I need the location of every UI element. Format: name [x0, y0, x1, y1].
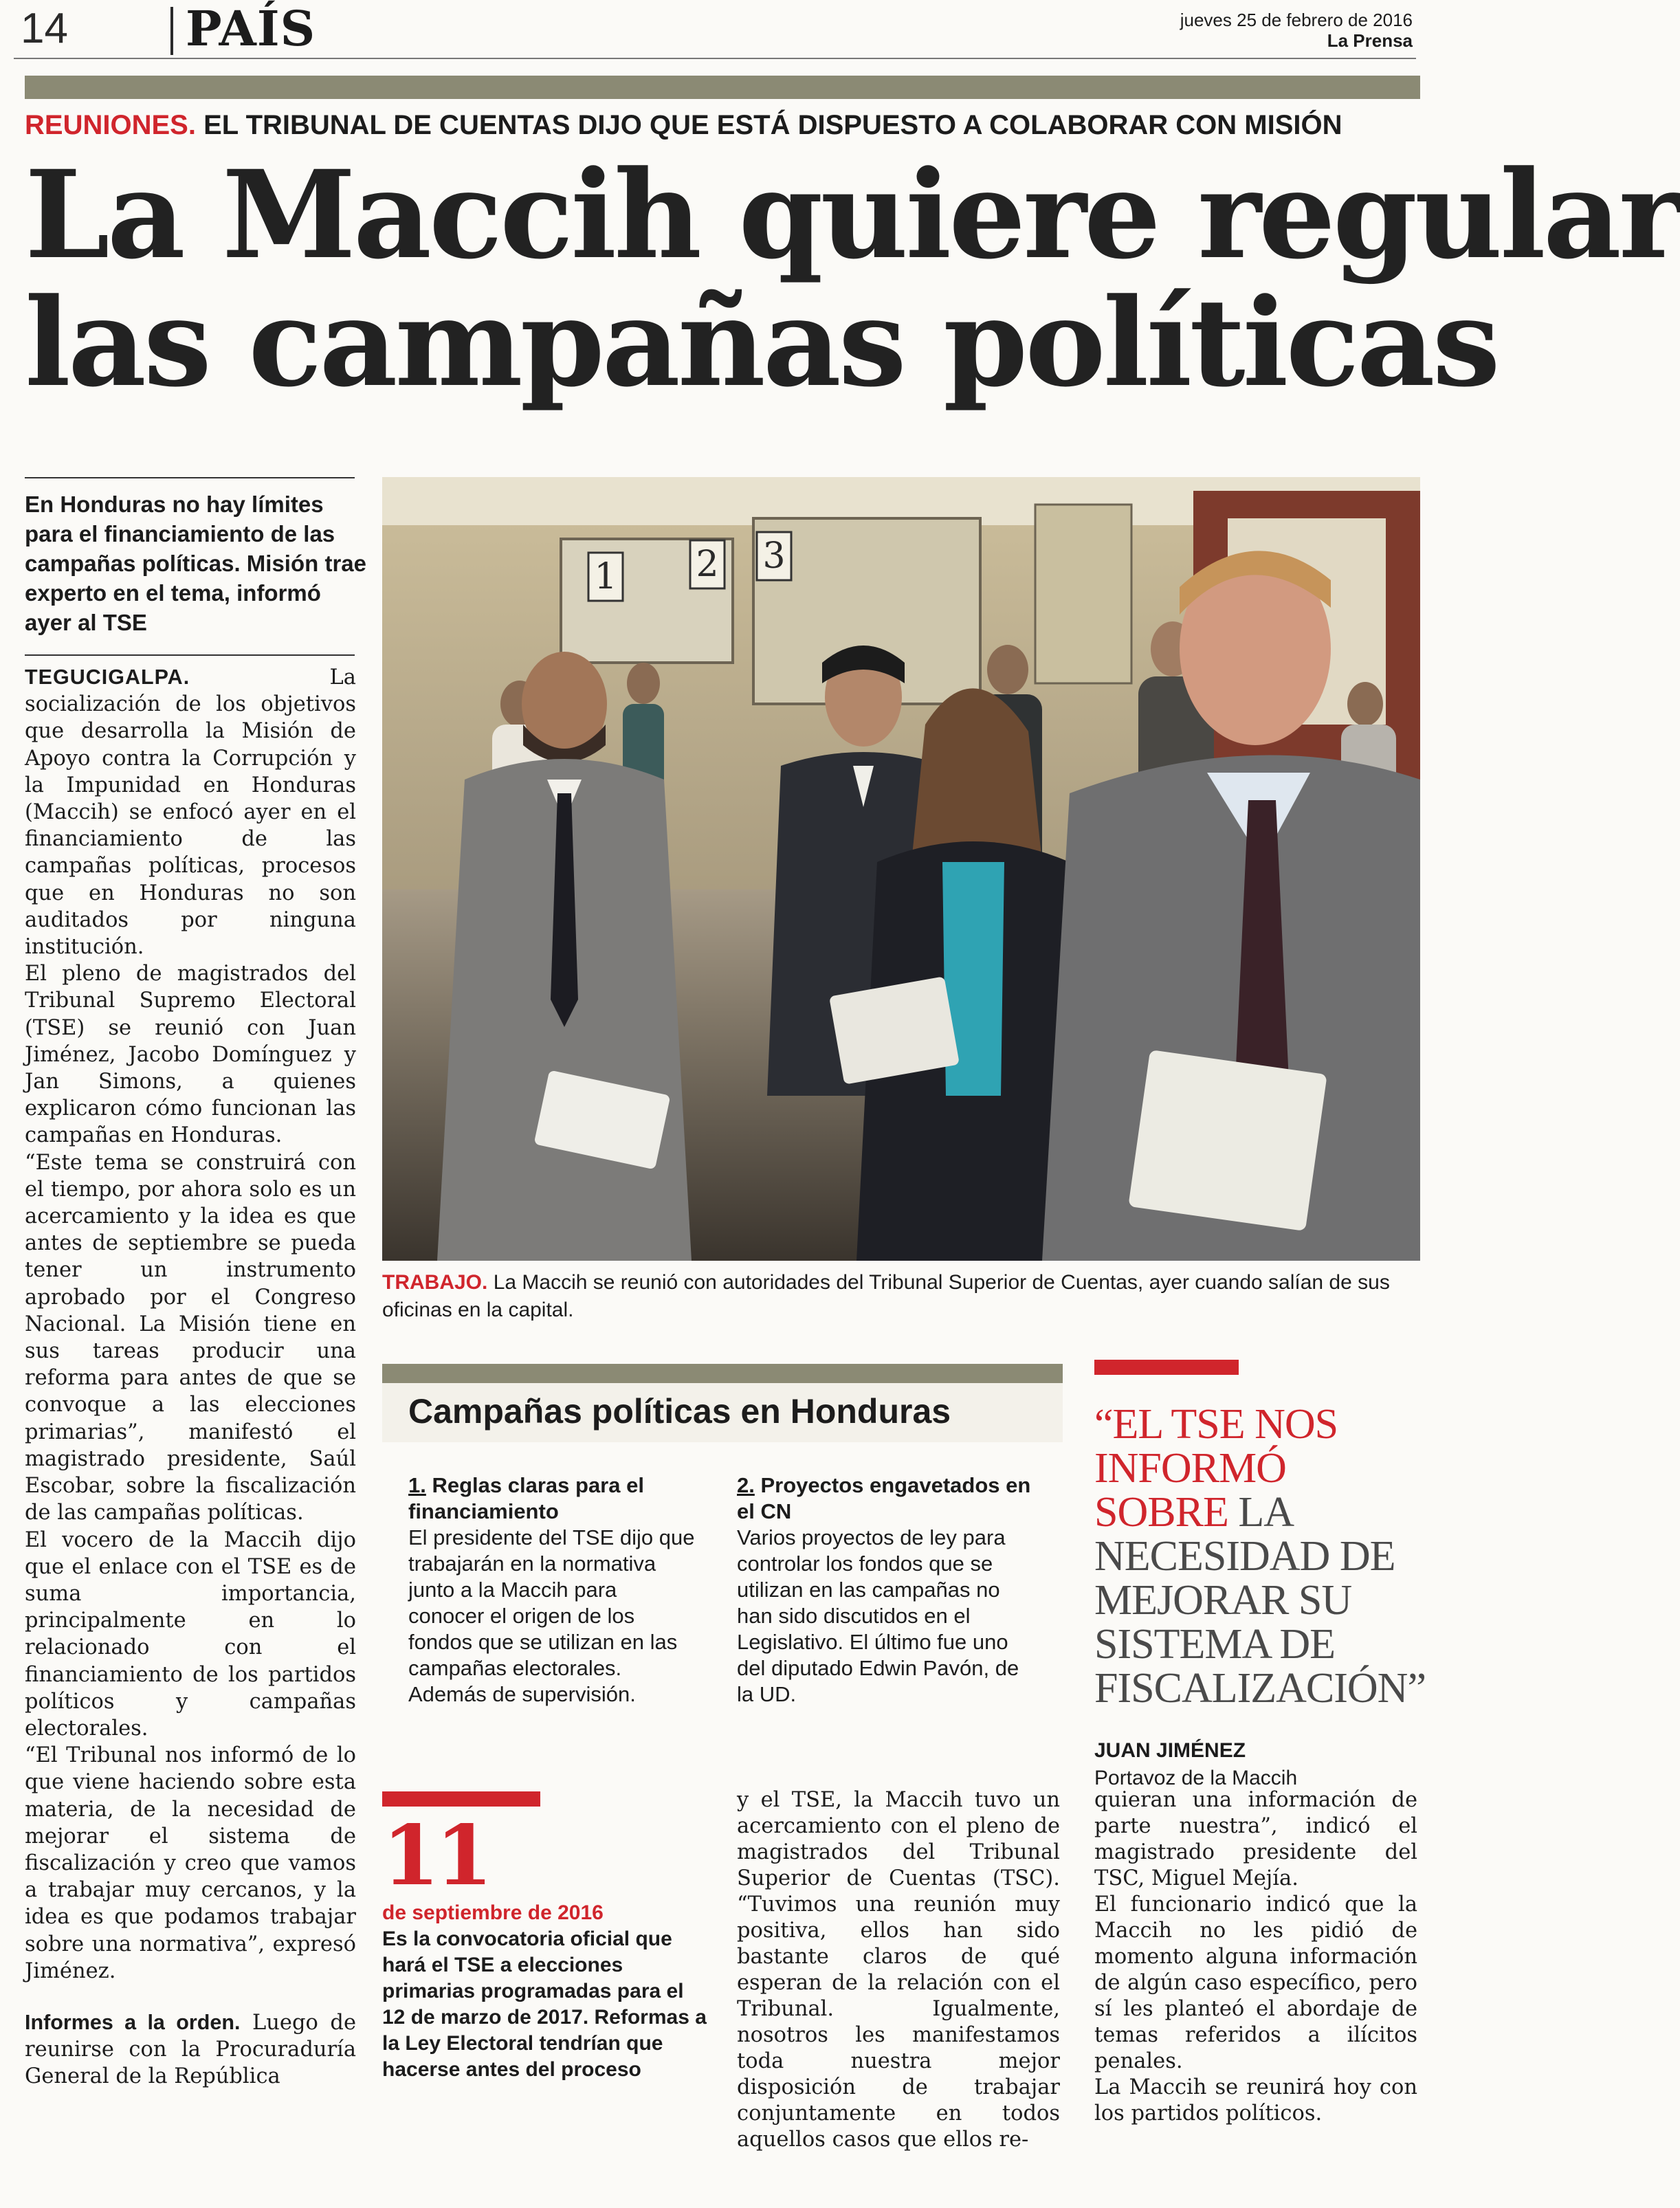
door-number: 1: [594, 556, 617, 597]
dateline: TEGUCIGALPA.: [25, 665, 190, 689]
deck-rule-top: [25, 477, 355, 478]
door-number: 2: [696, 544, 719, 585]
paragraph: El funcionario indicó que la Maccih no les pidió de momento alguna información de algún caso específico, pero sí les planteó el abordaje de temas referidos a ilícitos penales.: [1094, 1892, 1417, 2073]
headline: [25, 144, 1680, 414]
pullquote-name: JUAN JIMÉNEZ: [1094, 1739, 1246, 1762]
paragraph: [25, 664, 356, 960]
photo-illustration: [382, 477, 1420, 1261]
photo-caption: [382, 1269, 1413, 1324]
news-photo: [382, 477, 1420, 1261]
box-item-1: [408, 1472, 697, 1708]
box-top-band: [382, 1364, 1063, 1383]
fact-red-bar: [382, 1791, 540, 1807]
paragraph: La Maccih se reunirá hoy con los partidos políticos.: [1094, 2075, 1417, 2126]
item-title: Proyectos engavetados en el CN: [737, 1473, 1031, 1523]
paragraph: El vocero de la Maccih dijo que el enlace con el TSE es de suma importancia, principalmente en lo relacionado con el financiamiento de los partidos políticos y campañas electorales.: [25, 1527, 356, 1741]
headline-line-2: las campañas políticas: [25, 272, 1498, 414]
paragraph: y el TSE, la Maccih tuvo un acercamiento con el pleno de magistrados del Tribunal Superior de Cuentas (TSC). “Tuvimos una reunión muy positiva, ellos han sido bastante claros de qué esperan de la relación con el Tribunal. Igualmente, nosotros les manifestamos toda nuestra mejor disposición de trabajar conjuntamente en todos aquellos casos que ellos re-: [737, 1788, 1060, 2152]
pullquote: [1094, 1401, 1426, 1712]
box-title-area: [382, 1383, 1063, 1442]
deck: En Honduras no hay límites para el financiamiento de las campañas políticas. Misión trae experto en el tema, informó ayer al TSE: [25, 492, 366, 635]
fact-text: Es la convocatoria oficial que hará el TSE a elecciones primarias programadas para el 12 de marzo de 2017. Reformas a la Ley Electoral tendrían que hacerse antes del proceso: [382, 1928, 707, 2081]
box-title: Campañas políticas en Honduras: [408, 1392, 951, 1431]
headline-line-1: La Maccih quiere regular: [25, 144, 1680, 286]
fact-date: de septiembre de 2016: [382, 1901, 604, 1924]
item-title: Reglas claras para el financiamiento: [408, 1473, 644, 1523]
paragraph: [25, 2009, 356, 2090]
body-column-3: [737, 1787, 1060, 2153]
paragraph-text: La socialización de los objetivos que desarrolla la Misión de Apoyo contra la Corrupción y la Impunidad en Honduras (Maccih) se enfocó ayer en el financiamiento de las campañas políticas, procesos que en Honduras no son auditados por ninguna institución.: [25, 665, 356, 960]
item-text: Varios proyectos de ley para controlar los fondos que se utilizan en las campañas no han sido discutidos en el Legislativo. El último fue uno del diputado Edwin Pavón, de la UD.: [737, 1525, 1019, 1706]
caption-label: TRABAJO.: [382, 1271, 488, 1294]
header-rule: [14, 58, 1416, 59]
fact-number: 11: [382, 1807, 489, 1904]
pullquote-red-bar: [1094, 1360, 1239, 1375]
door-number: 3: [762, 536, 786, 577]
caption-text: La Maccih se reunió con autoridades del Tribunal Superior de Cuentas, ayer cuando salían de sus oficinas en la capital.: [382, 1271, 1390, 1321]
box-item-2: [737, 1472, 1039, 1708]
paragraph-text: Luego de reunirse con la Procuraduría General de la República: [25, 2010, 357, 2089]
header-dateline: [1180, 10, 1413, 51]
item-number: 1.: [408, 1473, 426, 1497]
paragraph: quieran una información de parte nuestra”, indicó el magistrado presidente del TSC, Miguel Mejía.: [1094, 1788, 1417, 1890]
header-divider: [170, 7, 173, 55]
page-number: 14: [21, 5, 68, 52]
kicker-text: EL TRIBUNAL DE CUENTAS DIJO QUE ESTÁ DISPUESTO A COLABORAR CON MISIÓN: [203, 110, 1342, 140]
kicker: [25, 110, 1342, 141]
paragraph: El pleno de magistrados del Tribunal Supremo Electoral (TSE) se reunió con Juan Jiménez, Jacobo Domínguez y Jan Simons, a quienes explicaron cómo funcionan las campañas en Honduras.: [25, 962, 356, 1148]
paragraph: “El Tribunal nos informó de lo que viene haciendo sobre esta materia, de la necesidad de mejorar el sistema de fiscalización y creo que vamos a trabajar muy cercanos, y la idea es que podamos trabajar sobre una normativa”, expresó Jiménez.: [25, 1743, 356, 1983]
subhead: Informes a la orden.: [25, 2010, 241, 2034]
item-number: 2.: [737, 1473, 755, 1497]
deck-rule-bottom: [25, 654, 355, 656]
section-title: PAÍS: [186, 0, 316, 57]
pullquote-role: Portavoz de la Maccih: [1094, 1767, 1298, 1789]
item-text: El presidente del TSE dijo que trabajarán en la normativa junto a la Maccih para conocer el origen de los fondos que se utilizan en las campañas electorales. Además de supervisión.: [408, 1525, 695, 1706]
issue-date: jueves 25 de febrero de 2016: [1180, 10, 1413, 30]
paragraph: “Este tema se construirá con el tiempo, por ahora solo es un acercamiento y la idea es que antes de septiembre se pueda tener un instrumento aprobado por el Congreso Nacional. La Misión tiene en sus tareas producir una reforma para antes de que se convoque a las elecciones primarias”, manifestó el magistrado presidente, Saúl Escobar, sobre la fiscalización de las campañas políticas.: [25, 1150, 356, 1525]
publication-name: La Prensa: [1327, 30, 1413, 51]
kicker-label: REUNIONES.: [25, 110, 196, 140]
body-column-1: [25, 664, 356, 2090]
pullquote-red-text: “EL TSE NOS INFORMÓ SOBRE: [1094, 1401, 1338, 1536]
top-band: [25, 76, 1420, 99]
body-column-4: [1094, 1787, 1417, 2127]
pullquote-gray-text: LA NECESIDAD DE MEJORAR SU SISTEMA DE FISCALIZACIÓN”: [1094, 1489, 1426, 1712]
